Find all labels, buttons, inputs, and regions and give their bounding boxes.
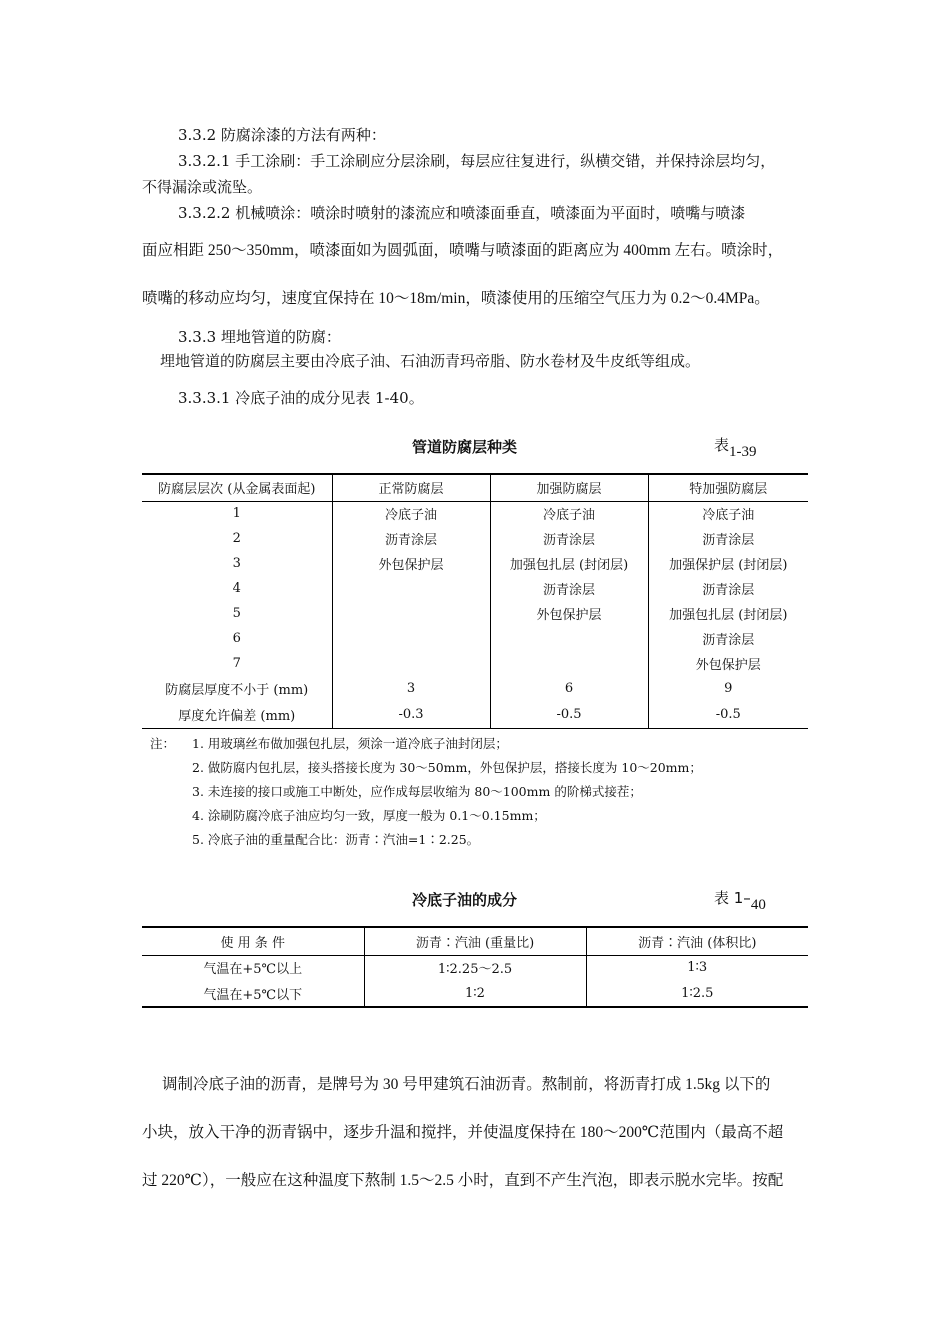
table2-header: 沥青∶汽油 (重量比) (364, 927, 586, 955)
table2-caption: 冷底子油的成分 (412, 891, 518, 909)
table-cell: 沥青涂层 (648, 576, 808, 601)
table1-header: 加强防腐层 (490, 474, 648, 501)
table-cell: 5 (232, 606, 241, 621)
table1-header-row (142, 474, 808, 501)
heading-3-3-3-1: 3.3.3.1 冷底子油的成分见表 1-40。 (178, 389, 424, 407)
para-3-3-2-1-line2: 不得漏涂或流坠。 (142, 178, 263, 196)
table-cell: 加强包扎层 (封闭层) (648, 601, 808, 626)
note-item: 5. 冷底子油的重量配合比：沥青∶汽油=1∶2.25。 (192, 832, 480, 847)
note-item: 2. 做防腐内包扎层，接头搭接长度为 30～50mm，外包保护层，搭接长度为 10～20mm； (192, 760, 702, 775)
table-cell: 2 (232, 531, 241, 546)
table-cell: 1∶3 (586, 955, 808, 980)
table-cell: 外包保护层 (648, 651, 808, 676)
table-cell: 外包保护层 (332, 551, 490, 576)
table-cell: 9 (648, 676, 808, 701)
table-row (142, 651, 808, 676)
table-cell: 冷底子油 (648, 501, 808, 526)
closing-line1: 调制冷底子油的沥青，是牌号为 30 号甲建筑石油沥青。熬制前，将沥青打成 1.5kg 以下的 (162, 1076, 771, 1093)
para-3-3-2-2-line2: 面应相距 250～350mm，喷漆面如为圆弧面，喷嘴与喷漆面的距离应为 400mm 左右。喷涂时， (142, 242, 784, 259)
table-cell: 沥青涂层 (490, 576, 648, 601)
table-cell: 沥青涂层 (648, 626, 808, 651)
table2-header: 沥青∶汽油 (体积比) (586, 927, 808, 955)
table-row (142, 576, 808, 601)
heading-3-3-3: 3.3.3 埋地管道的防腐： (178, 328, 341, 346)
table-anticorrosion-layers (142, 473, 808, 729)
table-row (142, 701, 808, 728)
table-cell: 冷底子油 (490, 501, 648, 526)
table-cell: 气温在+5℃以上 (203, 962, 303, 978)
table-row (142, 955, 808, 980)
table-cell: 6 (232, 631, 241, 646)
para-3-3-3-body: 埋地管道的防腐层主要由冷底子油、石油沥青玛帝脂、防水卷材及牛皮纸等组成。 (160, 352, 701, 370)
table-cell: 沥青涂层 (332, 526, 490, 551)
table-row (142, 676, 808, 701)
table-cell (332, 601, 490, 626)
table-cell: -0.5 (490, 701, 648, 728)
table-cell: 1 (232, 506, 241, 522)
note-item: 4. 涂刷防腐冷底子油应均匀一致，厚度一般为 0.1～0.15mm； (192, 808, 546, 823)
table-cell (332, 626, 490, 651)
para-3-3-2-2-line3: 喷嘴的移动应均匀，速度宜保持在 10～18m/min，喷漆使用的压缩空气压力为 0.2～0.4MPa。 (142, 290, 770, 307)
closing-line3: 过 220℃），一般应在这种温度下熬制 1.5～2.5 小时，直到不产生汽泡，即表示脱水完毕。按配 (142, 1172, 784, 1189)
table-cell: 沥青涂层 (648, 526, 808, 551)
table1-number: 表$_{1-39}$ (714, 436, 757, 460)
table-cell: 3 (232, 556, 241, 571)
table-cell: 外包保护层 (490, 601, 648, 626)
table-row (142, 501, 808, 526)
table-cell: 防腐层厚度不小于 (mm) (165, 683, 309, 698)
table-cell (332, 576, 490, 601)
table2-header: 使 用 条 件 (220, 935, 285, 951)
table-cell: 7 (232, 656, 241, 671)
notes-label: 注： (150, 736, 176, 751)
note-item: 1. 用玻璃丝布做加强包扎层，须涂一道冷底子油封闭层； (192, 736, 508, 751)
note-item: 3. 未连接的接口或施工中断处，应作成每层收缩为 80～100mm 的阶梯式接茬； (192, 784, 642, 799)
para-3-3-2-2-line1: 3.3.2.2 机械喷涂：喷涂时喷射的漆流应和喷漆面垂直，喷漆面为平面时，喷嘴与喷漆 (178, 204, 746, 222)
table-cell: 加强包扎层 (封闭层) (490, 551, 648, 576)
table-cell: -0.3 (332, 701, 490, 728)
table1-header: 特加强防腐层 (648, 474, 808, 501)
table-cell (490, 626, 648, 651)
para-3-3-2-1-line1: 3.3.2.1 手工涂刷：手工涂刷应分层涂刷，每层应往复进行，纵横交错，并保持涂层均匀， (178, 152, 776, 170)
table-cell: 6 (490, 676, 648, 701)
table-cell: 1∶2 (364, 980, 586, 1007)
table1-header: 防腐层层次 (从金属表面起) (158, 482, 316, 498)
table2-number: 表 $1-_{40}$ (714, 889, 766, 913)
table-cell (490, 651, 648, 676)
closing-line2: 小块，放入干净的沥青锅中，逐步升温和搅拌，并使温度保持在 180～200℃范围内（最高不超 (142, 1124, 784, 1141)
table-cell: 1∶2.5 (586, 980, 808, 1007)
table-cell: 沥青涂层 (490, 526, 648, 551)
table-row (142, 980, 808, 1007)
table-row (142, 601, 808, 626)
table-cell: 1∶2.25～2.5 (364, 955, 586, 980)
table-cell: 加强保护层 (封闭层) (648, 551, 808, 576)
table-cell: 3 (332, 676, 490, 701)
table-row (142, 551, 808, 576)
table1-caption: 管道防腐层种类 (412, 438, 518, 456)
table-cell: 冷底子油 (332, 501, 490, 526)
table-row (142, 526, 808, 551)
table-row (142, 626, 808, 651)
table-cold-primer-composition (142, 926, 808, 1008)
table1-header: 正常防腐层 (332, 474, 490, 501)
heading-3-3-2: 3.3.2 防腐涂漆的方法有两种： (178, 126, 386, 144)
table2-header-row (142, 927, 808, 955)
table-cell: 厚度允许偏差 (mm) (178, 708, 296, 724)
table-cell (332, 651, 490, 676)
table-cell: 4 (232, 581, 241, 596)
table-cell: 气温在+5℃以下 (203, 987, 303, 1003)
table-cell: -0.5 (648, 701, 808, 728)
